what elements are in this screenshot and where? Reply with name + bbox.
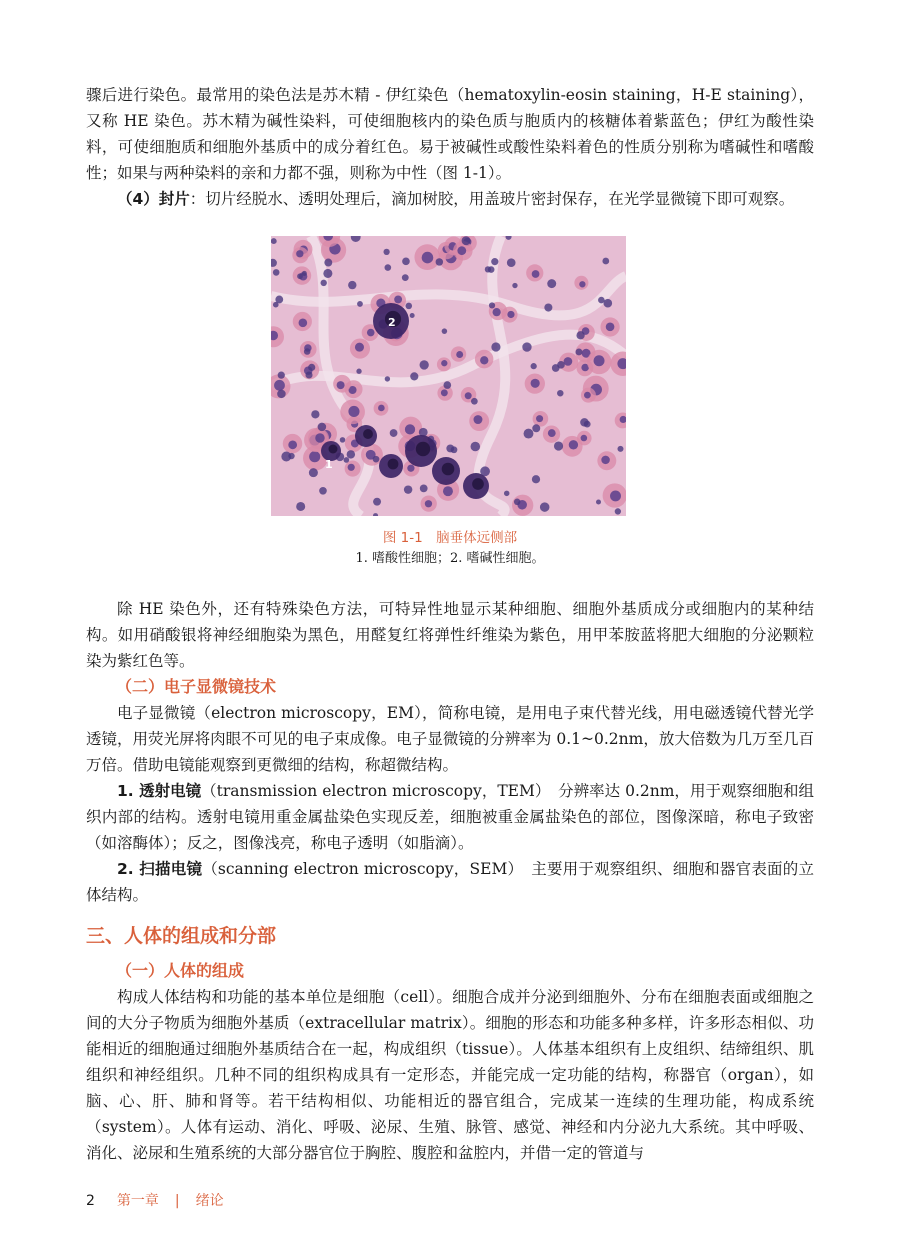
footer-title: 绪论: [195, 1193, 224, 1209]
micrograph-texture: [308, 364, 315, 371]
micrograph-texture: [288, 453, 294, 459]
micrograph-texture: [552, 364, 560, 372]
micrograph-texture: [407, 465, 414, 472]
figure-caption-note: 1. 嗜酸性细胞；2. 嗜碱性细胞。: [355, 551, 545, 566]
micrograph-texture: [422, 252, 434, 264]
micrograph-texture: [405, 424, 415, 434]
micrograph-texture: [383, 249, 389, 255]
micrograph-texture: [579, 281, 585, 287]
micrograph-texture: [610, 490, 621, 501]
footer-separator: |: [174, 1193, 180, 1209]
paragraph-body-composition: 构成人体结构和功能的基本单位是细胞（cell）。细胞合成并分泌到细胞外、分布在细胞表面或细胞之间的大分子物质为细胞外基质（extracellular matrix）。细胞的形态和功能多种多样，许多形态相似、功能相近的细胞通过细胞外基质结合在一起，构成组织（tissue）。人体基本组织有上皮组织、结缔组织、肌组织和神经组织。几种不同的组织构成具有一定形态，并能完成一定功能的结构，称器官（organ），如脑、心、肝、肺和肾等。若干结构相似、功能相近的器官组合，完成某一连续的生理功能，构成系统（system）。人体有运动、消化、呼吸、泌尿、生殖、脉管、感觉、神经和内分泌九大系统。其中呼吸、消化、泌尿和生殖系统的大部分器官位于胸腔、腹腔和盆腔内，并借一定的管道与: [86, 988, 814, 1162]
micrograph-texture: [304, 348, 311, 355]
micrograph-texture: [512, 283, 517, 288]
heading-body-composition: （一）人体的组成: [116, 961, 245, 980]
micrograph-texture: [532, 424, 540, 432]
tem-text: （transmission electron microscopy，TEM） 分辨率达 0.2nm，用于观察细胞和组织内部的结构。透射电镜用重金属盐染色实现反差，细胞被重金属盐染色的部位，图像深暗，称电子致密（如溶酶体）；反之，图像浅亮，称电子透明（如脂滴）。: [86, 782, 815, 852]
micrograph-texture: [617, 446, 623, 452]
micrograph-texture: [311, 410, 319, 418]
micrograph-texture: [302, 271, 307, 276]
micrograph-texture: [507, 258, 516, 267]
micrograph-texture: [337, 381, 345, 389]
micrograph-texture: [321, 280, 327, 286]
figure-label-2: 2: [388, 316, 396, 329]
micrograph-texture: [491, 258, 498, 265]
micrograph-texture: [410, 313, 415, 318]
micrograph-texture: [348, 464, 355, 471]
micrograph-texture: [356, 369, 361, 374]
micrograph-texture: [596, 499, 601, 504]
micrograph-texture: [524, 429, 534, 439]
micrograph-texture: [296, 502, 305, 511]
sem-text: （scanning electron microscopy，SEM） 主要用于观察组织、细胞和器官表面的立体结构。: [86, 860, 814, 904]
micrograph-texture: [296, 250, 303, 257]
micrograph-texture: [443, 381, 451, 389]
micrograph-texture: [319, 487, 327, 495]
micrograph-texture: [536, 415, 543, 422]
micrograph-texture: [532, 475, 540, 483]
micrograph-texture: [318, 423, 327, 432]
micrograph-texture: [442, 328, 448, 334]
micrograph-texture: [340, 437, 346, 443]
page-number: 2: [86, 1193, 95, 1209]
micrograph-texture: [420, 360, 429, 369]
micrograph-texture: [472, 478, 484, 490]
micrograph-texture: [309, 451, 320, 462]
paragraph-special-staining: 除 HE 染色外，还有特殊染色方法，可特异性地显示某种细胞、细胞外基质成分或细胞内的某种结构。如用硝酸银将神经细胞染为黑色，用醛复红将弹性纤维染为紫色，用甲苯胺蓝将肥大细胞的分泌颗粒染为紫红色等。: [86, 600, 814, 670]
micrograph-texture: [274, 380, 285, 391]
micrograph-texture: [309, 468, 318, 477]
micrograph-texture: [581, 435, 588, 442]
micrograph-texture: [416, 442, 430, 456]
micrograph-texture: [271, 238, 277, 244]
paragraph-he-staining: 骤后进行染色。最常用的染色法是苏木精 - 伊红染色（hematoxylin-eosin staining，H-E staining），又称 HE 染色。苏木精为碱性染料，可使细胞核内的染色质与胞质内的核糖体着紫蓝色；伊红为酸性染料，可使细胞质和细胞外基质中的成分着红色。易于被碱性或酸性染料着色的性质分别称为嗜碱性和嗜酸性；如果与两种染料的亲和力都不强，则称为中性（图 1-1）。: [86, 86, 814, 182]
micrograph-texture: [288, 440, 297, 449]
micrograph-texture: [357, 301, 363, 307]
micrograph-texture: [580, 418, 589, 427]
paragraph-tem: [86, 778, 814, 856]
micrograph-texture: [305, 371, 312, 378]
micrograph-texture: [378, 405, 385, 412]
micrograph-texture: [575, 349, 582, 356]
tem-label: 1. 透射电镜: [117, 782, 202, 800]
micrograph-image: [271, 236, 626, 516]
micrograph-texture: [507, 311, 514, 318]
sem-label: 2. 扫描电镜: [117, 860, 203, 878]
micrograph-texture: [394, 295, 402, 303]
paragraph-mounting: [86, 186, 814, 212]
micrograph-texture: [615, 508, 621, 514]
paragraph-sem: [86, 856, 814, 908]
micrograph-texture: [601, 456, 610, 465]
micrograph-texture: [404, 485, 412, 493]
micrograph-texture: [347, 450, 355, 458]
micrograph-texture: [540, 502, 549, 511]
micrograph-texture: [554, 441, 563, 450]
mounting-text: ：切片经脱水、透明处理后，滴加树胶，用盖玻片密封保存，在光学显微镜下即可观察。: [189, 190, 795, 208]
micrograph-texture: [355, 343, 364, 352]
page-footer: [86, 1190, 224, 1210]
micrograph-texture: [441, 389, 448, 396]
micrograph-texture: [385, 376, 390, 381]
micrograph-texture: [557, 390, 563, 396]
micrograph-texture: [344, 457, 350, 463]
figure-caption-title: 图 1-1 脑垂体远侧部: [382, 530, 518, 546]
micrograph-texture: [443, 486, 453, 496]
micrograph-texture: [544, 304, 552, 312]
micrograph-texture: [606, 322, 615, 331]
micrograph-texture: [531, 363, 537, 369]
micrograph-texture: [420, 484, 428, 492]
micrograph-texture: [532, 270, 540, 278]
micrograph-texture: [348, 281, 356, 289]
micrograph-texture: [410, 372, 418, 380]
micrograph-texture: [457, 246, 466, 255]
footer-chapter: 第一章: [116, 1193, 159, 1209]
micrograph-texture: [465, 392, 472, 399]
micrograph-texture: [323, 269, 332, 278]
micrograph-texture: [324, 259, 332, 267]
micrograph-texture: [363, 429, 373, 439]
micrograph-texture: [385, 264, 392, 271]
micrograph-texture: [373, 456, 380, 463]
micrograph-texture: [514, 499, 521, 506]
micrograph-texture: [390, 429, 398, 437]
micrograph-texture: [348, 406, 359, 417]
micrograph-texture: [548, 429, 556, 437]
micrograph-texture: [462, 236, 471, 245]
micrograph-texture: [275, 296, 283, 304]
micrograph-texture: [584, 392, 591, 399]
figure-label-1: 1: [325, 458, 333, 471]
micrograph-texture: [278, 372, 285, 379]
figure-pituitary-micrograph: [271, 236, 626, 516]
micrograph-texture: [491, 342, 500, 351]
micrograph-texture: [442, 463, 455, 476]
micrograph-texture: [569, 440, 578, 449]
micrograph-texture: [471, 442, 481, 452]
micrograph-texture: [373, 498, 381, 506]
micrograph-texture: [493, 308, 501, 316]
micrograph-texture: [273, 269, 280, 276]
micrograph-texture: [402, 258, 410, 266]
micrograph-texture: [602, 258, 609, 265]
heading-electron-microscopy: （二）电子显微镜技术: [116, 677, 277, 696]
micrograph-texture: [367, 329, 375, 337]
paragraph-electron-microscopy: 电子显微镜（electron microscopy，EM），简称电镜，是用电子束代替光线，用电磁透镜代替光学透镜，用荧光屏将肉眼不可见的电子束成像。电子显微镜的分辨率为 0.1~0.2nm，放大倍数为几万至几百万倍。借助电镜能观察到更微细的结构，称超微结构。: [86, 704, 814, 774]
micrograph-texture: [522, 342, 531, 351]
micrograph-texture: [473, 415, 482, 424]
micrograph-texture: [480, 356, 488, 364]
micrograph-texture: [564, 357, 573, 366]
micrograph-texture: [488, 266, 495, 273]
micrograph-texture: [456, 351, 463, 358]
micrograph-texture: [489, 302, 495, 308]
micrograph-texture: [594, 355, 605, 366]
micrograph-texture: [436, 258, 443, 265]
micrograph-texture: [388, 459, 399, 470]
micrograph-texture: [441, 360, 447, 366]
heading-section-three: 三、人体的组成和分部: [86, 925, 277, 947]
micrograph-texture: [504, 491, 509, 496]
micrograph-texture: [299, 319, 308, 328]
micrograph-texture: [425, 500, 432, 507]
micrograph-texture: [471, 398, 478, 405]
micrograph-texture: [277, 390, 286, 399]
micrograph-texture: [315, 433, 324, 442]
micrograph-texture: [603, 299, 612, 308]
micrograph-texture: [451, 446, 458, 453]
micrograph-texture: [406, 303, 413, 310]
micrograph-texture: [547, 279, 556, 288]
mounting-label: （4）封片: [117, 190, 190, 208]
micrograph-texture: [576, 331, 584, 339]
micrograph-texture: [329, 445, 338, 454]
micrograph-texture: [402, 274, 409, 281]
micrograph-texture: [531, 379, 540, 388]
